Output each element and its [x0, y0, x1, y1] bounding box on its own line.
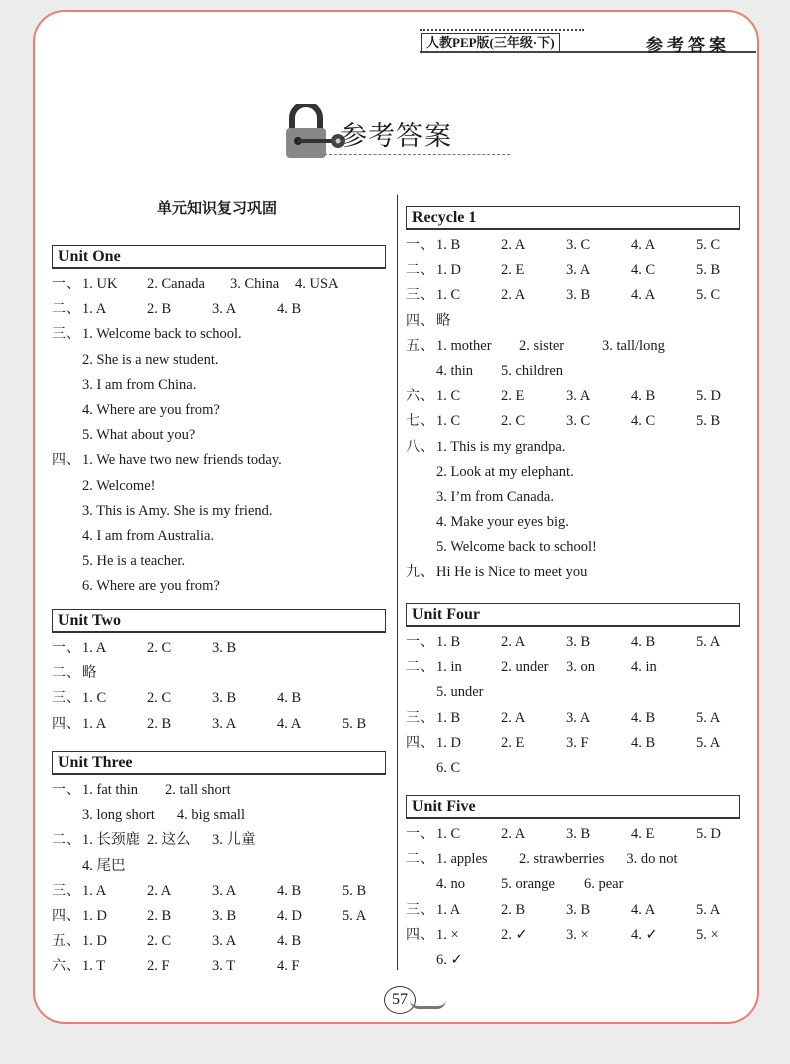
answer-item: 4. A — [631, 901, 656, 918]
question-number: 一、 — [52, 782, 80, 798]
answer-item: 3. B — [566, 634, 591, 650]
answer-item: 3. A — [212, 882, 237, 899]
answer-item: 3. F — [566, 734, 589, 751]
answer-line — [52, 322, 386, 347]
answer-item: 4. B — [631, 709, 656, 726]
answer-item: 2. under — [501, 659, 549, 676]
answer-line — [52, 686, 386, 711]
question-number: 四、 — [52, 452, 80, 469]
answer-item: 5. What about you? — [82, 427, 196, 444]
answer-line — [52, 348, 386, 373]
answer-line — [52, 712, 386, 737]
answer-item: 3. B — [566, 287, 591, 304]
question-number: 八、 — [406, 438, 434, 455]
answer-item: 3. 儿童 — [212, 832, 256, 849]
answer-item: 3. A — [566, 388, 591, 405]
answer-item: 4. thin — [436, 362, 474, 379]
answer-item: 2. A — [501, 287, 526, 304]
running-title: 参考答案 — [646, 36, 730, 56]
answer-item: 1. 长颈鹿 — [82, 832, 140, 849]
answer-item: 3. China — [230, 276, 280, 292]
answer-item: 3. I am from China. — [82, 376, 197, 393]
answer-item: 3. A — [212, 715, 237, 732]
answer-item: 4. D — [277, 907, 302, 924]
answer-item: 1. fat thin — [82, 782, 138, 798]
answer-item: 4. A — [277, 715, 302, 732]
answer-item: 1. C — [436, 388, 461, 405]
answer-item: 1. B — [436, 709, 461, 726]
answer-item: 2. ✓ — [501, 926, 528, 943]
answer-line — [52, 549, 386, 574]
answer-item: 4. B — [277, 301, 302, 318]
answer-section — [406, 603, 740, 781]
answer-item: 4. F — [277, 958, 300, 975]
section-heading: Unit Five — [406, 795, 740, 819]
answer-item: 1. B — [436, 634, 461, 650]
answer-item: 6. ✓ — [436, 951, 463, 968]
answer-item: 2. B — [501, 901, 526, 918]
question-number: 四、 — [406, 312, 434, 329]
section-subtitle: 单元知识复习巩固 — [156, 199, 277, 217]
answer-item: 2. E — [501, 262, 525, 279]
answer-item: 5. C — [696, 287, 721, 304]
answer-item: 2. 这么 — [147, 832, 191, 849]
answer-item: 1. B — [436, 237, 461, 253]
section-heading: Unit Four — [406, 603, 740, 627]
answer-line — [406, 756, 740, 781]
answer-item: 2. F — [147, 958, 170, 975]
answer-item: 2. E — [501, 734, 525, 751]
answer-section — [52, 609, 386, 737]
answer-line — [406, 630, 740, 655]
answer-item: 4. Where are you from? — [82, 401, 220, 418]
answer-section — [406, 795, 740, 973]
answer-item: 3. do not — [626, 851, 678, 868]
answer-item: 5. A — [696, 634, 721, 650]
answer-item: 3. This is Amy. She is my friend. — [82, 502, 273, 519]
answer-line — [52, 423, 386, 448]
answer-item: 1. D — [82, 933, 107, 950]
answer-line — [406, 460, 740, 485]
question-number: 一、 — [406, 826, 434, 842]
answer-item: 5. A — [342, 907, 367, 924]
answer-item: 3. B — [212, 907, 237, 924]
answer-item: 1. D — [436, 734, 461, 751]
answer-item: 1. × — [436, 926, 459, 943]
answer-item: 5. B — [696, 262, 721, 279]
answer-line — [52, 373, 386, 398]
answer-item: 5. A — [696, 734, 721, 751]
answer-line — [52, 574, 386, 599]
answer-line — [406, 822, 740, 847]
answer-line — [406, 731, 740, 756]
answer-item: 4. no — [436, 876, 465, 893]
answer-section — [52, 245, 386, 599]
answer-item: 5. B — [342, 882, 367, 899]
question-number: 三、 — [406, 901, 434, 918]
answer-item: 5. orange — [501, 876, 555, 893]
answer-item: 略 — [82, 665, 97, 682]
question-number: 二、 — [52, 301, 80, 318]
question-number: 四、 — [52, 715, 80, 732]
answer-item: 1. Welcome back to school. — [82, 326, 242, 343]
answer-section — [406, 206, 740, 586]
answer-item: 4. USA — [295, 276, 339, 292]
answer-line — [52, 272, 386, 297]
answer-line — [406, 847, 740, 872]
answer-line — [52, 904, 386, 929]
answer-line — [52, 636, 386, 661]
answer-item: 3. B — [212, 690, 237, 707]
answer-item: 3. A — [212, 933, 237, 950]
question-number: 三、 — [406, 709, 434, 726]
answer-item: 3. A — [566, 262, 591, 279]
answer-item: 1. D — [436, 262, 461, 279]
answer-item: 1. A — [82, 882, 107, 899]
question-number: 二、 — [406, 659, 434, 676]
answer-item: 5. B — [696, 413, 721, 430]
answer-item: 2. C — [147, 690, 172, 707]
answer-item: 1. A — [82, 640, 107, 656]
answer-item: 4. B — [631, 388, 656, 405]
answer-item: 5. B — [342, 715, 367, 732]
answer-item: 3. tall/long — [602, 337, 665, 354]
answer-item: 1. apples — [436, 851, 488, 868]
answer-line — [406, 409, 740, 434]
answer-item: 6. Where are you from? — [82, 578, 220, 595]
question-number: 四、 — [406, 926, 434, 943]
answer-line — [406, 384, 740, 409]
question-number: 一、 — [406, 237, 434, 253]
question-number: 三、 — [52, 326, 80, 343]
answer-line — [52, 524, 386, 549]
answer-item: 4. Make your eyes big. — [436, 514, 569, 531]
answer-item: 1. C — [82, 690, 107, 707]
answer-line — [406, 560, 740, 585]
answer-item: 5. C — [696, 237, 721, 253]
answer-item: 4. B — [631, 634, 656, 650]
answer-item: 4. 尾巴 — [82, 857, 126, 874]
answer-item: 3. A — [566, 709, 591, 726]
question-number: 七、 — [406, 413, 434, 430]
answer-item: 4. E — [631, 826, 655, 842]
question-number: 一、 — [52, 640, 80, 656]
answer-line — [52, 929, 386, 954]
answer-item: 4. C — [631, 413, 656, 430]
answer-item: 2. B — [147, 715, 172, 732]
answer-line — [52, 854, 386, 879]
question-number: 三、 — [52, 882, 80, 899]
answer-item: 5. He is a teacher. — [82, 553, 186, 570]
answer-item: 2. B — [147, 907, 172, 924]
answer-item: 3. I’m from Canada. — [436, 488, 554, 505]
answer-line — [406, 948, 740, 973]
answer-line — [52, 297, 386, 322]
answer-item: 3. B — [212, 640, 237, 656]
answer-line — [52, 879, 386, 904]
answer-item: 3. C — [566, 237, 591, 253]
answer-item: 4. B — [631, 734, 656, 751]
section-heading: Unit One — [52, 245, 386, 269]
answer-item: 略 — [436, 312, 451, 329]
answer-item: 2. C — [147, 640, 172, 656]
answer-item: 3. A — [212, 301, 237, 318]
answer-item: 5. × — [696, 926, 719, 943]
answer-item: 4. big small — [176, 807, 245, 824]
book-edition-label: 人教PEP版(三年级·下) — [421, 33, 560, 51]
answer-item: 4. B — [277, 690, 302, 707]
answer-line — [406, 359, 740, 384]
answer-line — [406, 898, 740, 923]
answer-item: 4. A — [631, 237, 656, 253]
answer-item: 3. long short — [82, 807, 155, 824]
question-number: 二、 — [406, 851, 434, 868]
answer-line — [52, 474, 386, 499]
answer-item: 5. under — [436, 684, 484, 701]
question-number: 四、 — [406, 734, 434, 751]
answer-line — [406, 510, 740, 535]
question-number: 二、 — [52, 665, 80, 682]
answer-item: 2. A — [501, 237, 526, 253]
section-heading: Recycle 1 — [406, 206, 740, 230]
section-heading: Unit Three — [52, 751, 386, 775]
answer-item: 1. A — [82, 715, 107, 732]
question-number: 一、 — [52, 276, 80, 292]
question-number: 二、 — [52, 832, 80, 849]
column-divider — [397, 195, 398, 970]
magnifier-swoosh-icon — [410, 1000, 446, 1009]
header-dotted-rule — [420, 29, 584, 31]
answer-line — [52, 954, 386, 979]
answer-item: 2. A — [147, 882, 172, 899]
answer-section — [52, 751, 386, 980]
answer-item: 3. on — [566, 659, 595, 676]
answer-item: 4. C — [631, 262, 656, 279]
answer-line — [52, 398, 386, 423]
question-number: 四、 — [52, 907, 80, 924]
answer-line — [406, 923, 740, 948]
answer-item: 2. E — [501, 388, 525, 405]
answer-item: 2. Welcome! — [82, 477, 156, 494]
answer-item: 6. C — [436, 759, 461, 776]
question-number: 九、 — [406, 564, 434, 581]
answer-item: 5. children — [501, 362, 564, 379]
answer-line — [52, 448, 386, 473]
answer-item: 4. in — [631, 659, 657, 676]
page-number: 57 — [384, 986, 416, 1014]
answer-line — [406, 485, 740, 510]
title-underline — [324, 154, 510, 155]
answer-item: 2. A — [501, 709, 526, 726]
answer-item: 5. A — [696, 901, 721, 918]
answer-line — [406, 334, 740, 359]
answer-item: 4. A — [631, 287, 656, 304]
answer-line — [406, 680, 740, 705]
answer-item: 3. B — [566, 901, 591, 918]
answer-item: 5. D — [696, 826, 721, 842]
answer-item: 2. Look at my elephant. — [436, 463, 574, 480]
answer-item: 1. C — [436, 413, 461, 430]
question-number: 三、 — [406, 287, 434, 304]
answer-item: 1. C — [436, 826, 461, 842]
answer-item: 4. B — [277, 933, 302, 950]
answer-item: 3. × — [566, 926, 589, 943]
answer-line — [406, 535, 740, 560]
answer-item: 4. ✓ — [631, 926, 658, 943]
answer-item: 1. C — [436, 287, 461, 304]
question-number: 二、 — [406, 262, 434, 279]
page-title-banner — [284, 104, 510, 160]
answer-item: 2. C — [147, 933, 172, 950]
answer-item: Hi He is Nice to meet you — [436, 564, 588, 581]
answer-line — [52, 661, 386, 686]
answer-line — [52, 828, 386, 853]
answer-line — [406, 872, 740, 897]
answer-item: 2. B — [147, 301, 172, 318]
question-number: 一、 — [406, 634, 434, 650]
answer-item: 1. mother — [436, 337, 492, 354]
answer-line — [406, 258, 740, 283]
question-number: 五、 — [406, 337, 434, 354]
answer-item: 2. She is a new student. — [82, 351, 219, 368]
question-number: 三、 — [52, 690, 80, 707]
answer-item: 4. I am from Australia. — [82, 527, 215, 544]
answer-line — [406, 233, 740, 258]
answer-line — [52, 778, 386, 803]
answer-line — [406, 309, 740, 334]
answer-item: 2. tall short — [165, 782, 231, 798]
answer-item: 2. strawberries — [519, 851, 605, 868]
answer-item: 2. Canada — [147, 276, 205, 292]
answer-item: 1. UK — [82, 276, 118, 292]
answer-item: 1. This is my grandpa. — [436, 438, 566, 455]
answer-item: 3. T — [212, 958, 236, 975]
question-number: 五、 — [52, 933, 80, 950]
answer-item: 1. A — [82, 301, 107, 318]
answer-item: 1. T — [82, 958, 106, 975]
answer-item: 1. D — [82, 907, 107, 924]
answer-item: 2. sister — [519, 337, 565, 354]
answer-item: 6. pear — [584, 876, 624, 893]
answer-item: 5. Welcome back to school! — [436, 539, 597, 556]
answer-item: 1. We have two new friends today. — [82, 452, 282, 469]
answer-item: 2. A — [501, 634, 526, 650]
answer-line — [52, 803, 386, 828]
question-number: 六、 — [52, 958, 80, 975]
answer-line — [406, 435, 740, 460]
answer-item: 3. C — [566, 413, 591, 430]
answer-line — [406, 706, 740, 731]
answer-item: 4. B — [277, 882, 302, 899]
question-number: 六、 — [406, 388, 434, 405]
answer-item: 5. D — [696, 388, 721, 405]
answer-item: 3. B — [566, 826, 591, 842]
answer-item: 5. A — [696, 709, 721, 726]
answer-item: 2. A — [501, 826, 526, 842]
section-heading: Unit Two — [52, 609, 386, 633]
answer-item: 1. A — [436, 901, 461, 918]
answer-line — [406, 283, 740, 308]
answer-line — [52, 499, 386, 524]
answer-item: 1. in — [436, 659, 462, 676]
page-title: 参考答案 — [340, 121, 452, 152]
answer-item: 2. C — [501, 413, 526, 430]
answer-line — [406, 655, 740, 680]
